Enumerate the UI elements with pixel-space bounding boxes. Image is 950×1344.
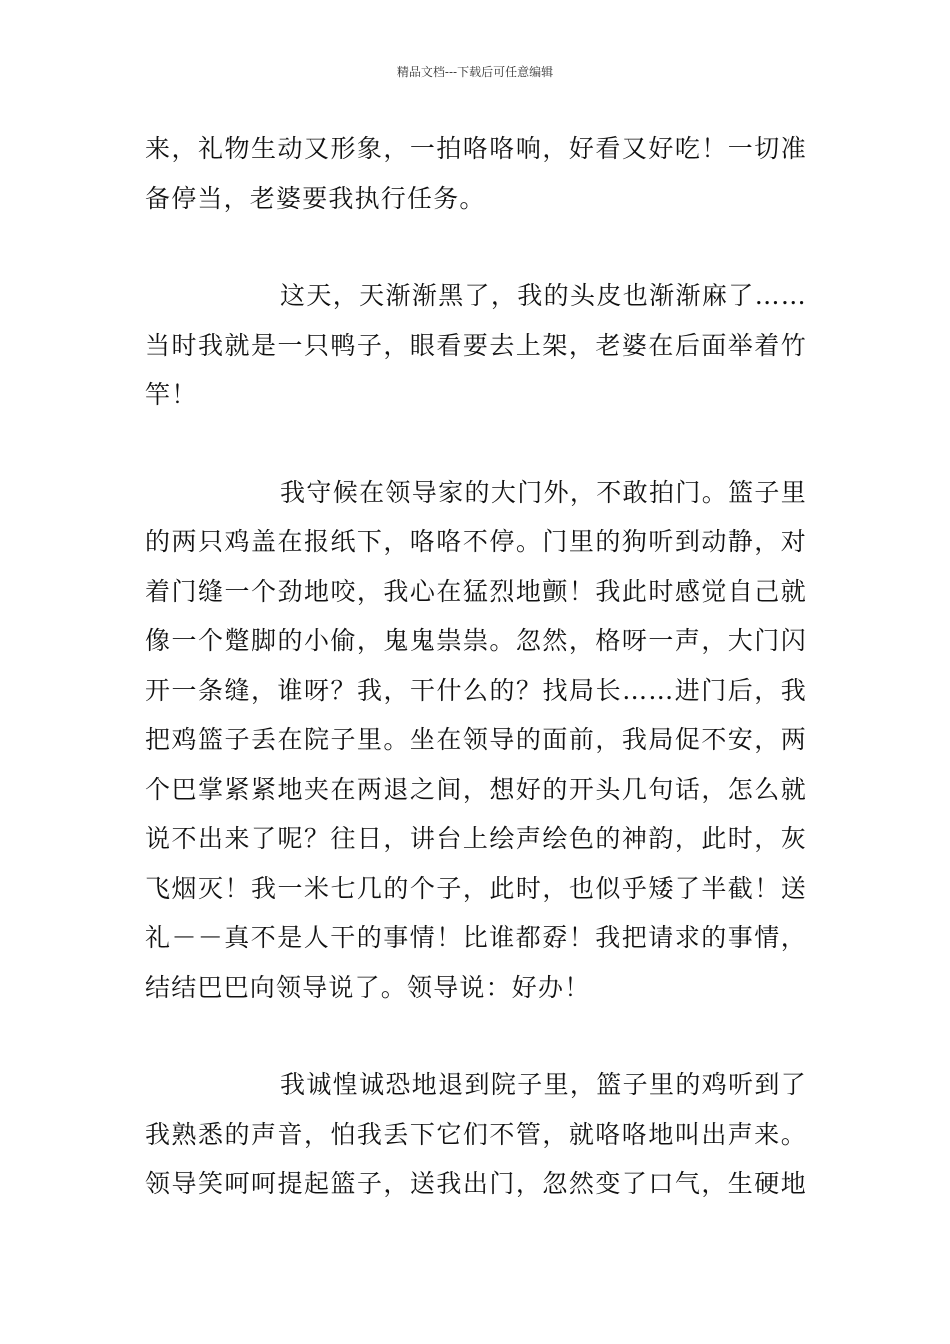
text-line: 来，礼物生动又形象，一拍咯咯响，好看又好吃！一切准 — [145, 134, 807, 163]
text-line: 礼－－真不是人干的事情！比谁都孬！我把请求的事情， — [145, 923, 807, 952]
page-header: 精品文档---下载后可任意编辑 — [396, 65, 554, 79]
paragraph-spacer — [145, 420, 807, 468]
paragraph — [145, 271, 807, 420]
text-line: 竿！ — [145, 380, 198, 409]
text-line: 这天，天渐渐黑了，我的头皮也渐渐麻了…… — [280, 281, 807, 310]
paragraph — [145, 1060, 807, 1209]
paragraph-spacer — [145, 223, 807, 271]
paragraph — [145, 468, 807, 1013]
text-line: 我守候在领导家的大门外，不敢拍门。篮子里 — [280, 477, 807, 507]
text-line: 飞烟灭！我一米七几的个子，此时，也似乎矮了半截！送 — [145, 873, 807, 903]
text-line: 我诚惶诚恐地退到院子里，篮子里的鸡听到了 — [280, 1070, 807, 1099]
paragraph — [145, 124, 807, 223]
text-line: 我熟悉的声音，怕我丢下它们不管，就咯咯地叫出声来。 — [145, 1119, 807, 1149]
text-line: 当时我就是一只鸭子，眼看要去上架，老婆在后面举着竹 — [145, 330, 807, 360]
text-line: 开一条缝，谁呀？我，干什么的？找局长……进门后，我 — [145, 675, 807, 705]
text-line: 的两只鸡盖在报纸下，咯咯不停。门里的狗听到动静，对 — [145, 527, 807, 556]
paragraph-spacer — [145, 1012, 807, 1060]
text-line: 备停当，老婆要我执行任务。 — [145, 183, 486, 213]
text-line: 个巴掌紧紧地夹在两退之间，想好的开头几句话，怎么就 — [145, 774, 807, 804]
text-line: 把鸡篮子丢在院子里。坐在领导的面前，我局促不安，两 — [145, 725, 807, 754]
document-body — [145, 124, 807, 1209]
text-line: 结结巴巴向领导说了。领导说：好办！ — [145, 972, 591, 1002]
text-line: 领导笑呵呵提起篮子，送我出门，忽然变了口气，生硬地 — [145, 1169, 807, 1198]
text-line: 像一个蹩脚的小偷，鬼鬼祟祟。忽然，格呀一声，大门闪 — [145, 626, 807, 655]
text-line: 说不出来了呢？往日，讲台上绘声绘色的神韵，此时，灰 — [145, 824, 807, 853]
text-line: 着门缝一个劲地咬，我心在猛烈地颤！我此时感觉自己就 — [145, 576, 807, 606]
